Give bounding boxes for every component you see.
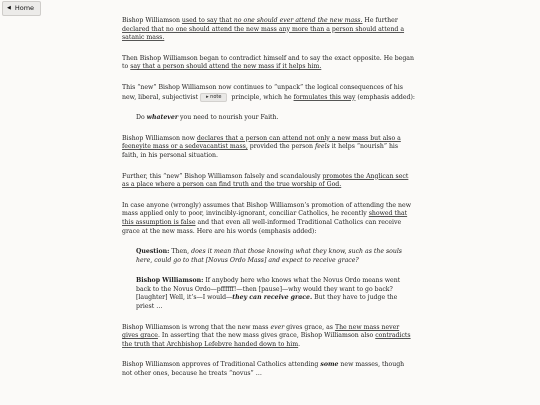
link-text: used to say that xyxy=(181,17,234,24)
blockquote-answer xyxy=(136,277,416,311)
text: (emphasis added): xyxy=(355,93,415,101)
paragraph-4 xyxy=(122,135,416,161)
text: and that even all well-informed Traditional Catholics can receive grace at the new mass. Here are his words (emphasis added): xyxy=(122,218,402,235)
text: Bishop Williamson xyxy=(122,17,182,24)
text: it helps “nourish” his faith, in his personal situation. xyxy=(122,143,399,159)
text: If anybody here who knows what the Novus Ordo means went back to the Novus Ordo—pffffff!—then [pause]—why would they want to go back? [laughter] Well, it’s—I would— xyxy=(136,277,401,302)
paragraph-3 xyxy=(122,84,416,102)
text: This “new” Bishop Williamson now continues to “unpack” the logical consequences of his new, liberal, subjectivist xyxy=(122,83,403,101)
home-label: Home xyxy=(14,4,35,12)
emphasis: ever xyxy=(270,323,285,331)
text: principle, which he xyxy=(229,93,294,101)
emphasis: some xyxy=(320,361,339,369)
back-arrow-icon: ◀ xyxy=(7,5,11,11)
text: Then Bishop Williamson began to contradict himself and to say the exact opposite. He began to xyxy=(122,54,414,71)
article-body xyxy=(122,17,416,391)
text: Bishop Williamson approves of Traditional Catholics attending xyxy=(122,361,321,369)
paragraph-5 xyxy=(122,173,416,190)
emphasis: does it mean that those knowing what they know, such as the souls here, could go to that [Novus Ordo Mass] and expect to receive grace? xyxy=(136,248,402,264)
text: you need to nourish your Faith. xyxy=(178,114,279,122)
note-toggle-button[interactable]: ▸ note xyxy=(200,93,227,102)
link-should-attend[interactable]: say that a person should attend the new mass if it helps him. xyxy=(130,63,322,71)
paragraph-2 xyxy=(122,55,416,72)
speaker-label: Question: xyxy=(136,248,170,256)
blockquote-question xyxy=(136,248,416,265)
emphasis: feels xyxy=(314,143,330,151)
paragraph-8 xyxy=(122,361,416,378)
link-assumption-false[interactable]: showed that this assumption is false xyxy=(122,210,408,226)
text: In case anyone (wrongly) assumes that Bishop Williamson’s promotion of attending the new mass applied only to poor, invincibly-ignorant, conciliar Catholics, he recently xyxy=(122,201,411,218)
text: gives grace, as xyxy=(284,323,335,331)
text: Then, xyxy=(169,248,192,256)
paragraph-1 xyxy=(122,17,416,43)
emphasis: whatever xyxy=(146,114,179,122)
text: provided the person xyxy=(247,143,315,151)
link-used-to-say[interactable] xyxy=(182,17,363,24)
text: Bishop Williamson now xyxy=(122,134,197,142)
speaker-label: Bishop Williamson: xyxy=(136,277,204,285)
text: Do xyxy=(136,114,147,122)
text: Further, this “new” Bishop Williamson falsely and scandalously xyxy=(122,172,323,180)
link-declares[interactable]: declares that a person can attend not only a new mass but also a feeneyite mass or a sedevacantist mass, xyxy=(122,134,401,151)
text: . xyxy=(298,340,301,348)
paragraph-6 xyxy=(122,202,416,236)
link-formulates[interactable]: formulates this way xyxy=(293,93,356,101)
blockquote-1 xyxy=(136,114,416,123)
text: new masses, though not other ones, because he treats “novus” … xyxy=(122,361,405,378)
link-text-emphasis: no one should ever attend the new mass. xyxy=(233,17,363,24)
home-button[interactable] xyxy=(2,1,41,16)
link-never-gives-grace[interactable]: The new mass never gives grace xyxy=(122,323,400,340)
text: He further xyxy=(362,17,398,24)
text: Bishop Williamson is wrong that the new mass xyxy=(122,323,271,331)
paragraph-7 xyxy=(122,324,416,350)
text: . In asserting that the new mass gives grace, Bishop Williamson also xyxy=(157,332,376,340)
text: But they have to judge the priest … xyxy=(136,294,398,311)
link-promotes-anglican[interactable]: promotes the Anglican sect as a place where a person can find truth and the true worship of God. xyxy=(122,172,409,189)
link-contradicts-truth[interactable]: contradicts the truth that Archbishop Lefebvre handed down to him xyxy=(122,332,411,348)
emphasis: they can receive grace. xyxy=(232,294,313,302)
link-declared[interactable]: declared that no one should attend the new mass any more than a person should attend a satanic mass. xyxy=(122,25,405,42)
